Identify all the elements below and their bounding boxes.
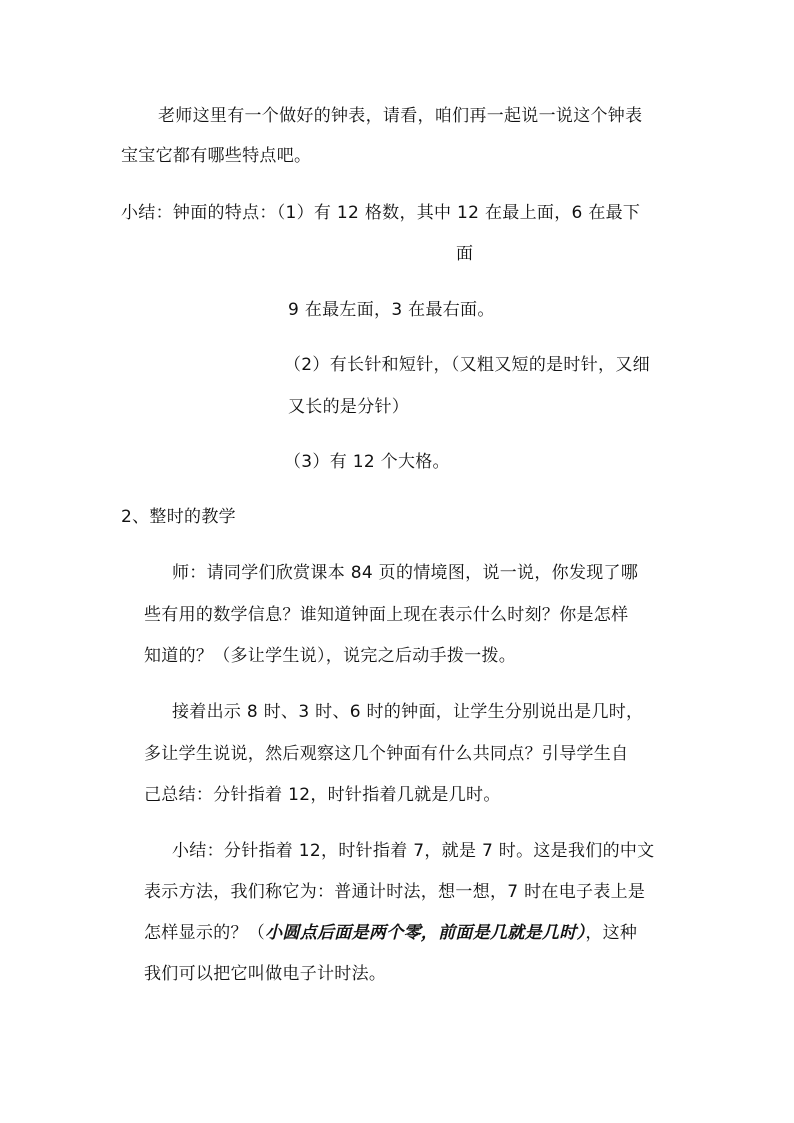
p3-line-4: 我们可以把它叫做电子计时法。 — [144, 964, 387, 984]
p3-line-3 — [144, 923, 637, 943]
summary-item-2-line-1: （2）有长针和短针，（又粗又短的是时针，又细 — [284, 355, 650, 375]
summary-item-2-line-2: 又长的是分针） — [288, 397, 410, 417]
p1-line-1: 师：请同学们欣赏课本 84 页的情境图，说一说，你发现了哪 — [172, 563, 639, 583]
p1-line-2: 些有用的数学信息？谁知道钟面上现在表示什么时刻？你是怎样 — [144, 605, 629, 625]
summary-item-3: （3）有 12 个大格。 — [284, 452, 450, 472]
section-2-heading: 2、整时的教学 — [121, 507, 236, 527]
summary-line-1: 小结：钟面的特点：（1）有 12 格数，其中 12 在最上面，6 在最下 — [121, 203, 641, 223]
p3-emphasis: 小圆点后面是两个零，前面是几就是几时） — [265, 923, 586, 943]
p2-line-1: 接着出示 8 时、3 时、6 时的钟面，让学生分别说出是几时， — [172, 702, 644, 722]
intro-line-2: 宝宝它都有哪些特点吧。 — [121, 146, 312, 166]
p1-line-3: 知道的？（多让学生说），说完之后动手拨一拨。 — [144, 646, 517, 666]
p3-line-2: 表示方法，我们称它为：普通计时法，想一想，7 时在电子表上是 — [144, 882, 646, 902]
summary-line-1-wrap: 面 — [456, 244, 474, 264]
intro-line-1: 老师这里有一个做好的钟表，请看，咱们再一起说一说这个钟表 — [158, 106, 643, 126]
p2-line-2: 多让学生说说，然后观察这几个钟面有什么共同点？引导学生自 — [144, 744, 629, 764]
p3-line-3-post: ，这种 — [585, 923, 638, 943]
summary-line-2: 9 在最左面，3 在最右面。 — [288, 300, 495, 320]
p2-line-3: 己总结：分针指着 12，时针指着几就是几时。 — [144, 785, 501, 805]
p3-line-1: 小结：分针指着 12，时针指着 7，就是 7 时。这是我们的中文 — [172, 841, 655, 861]
p3-line-3-pre: 怎样显示的？（ — [144, 923, 266, 943]
